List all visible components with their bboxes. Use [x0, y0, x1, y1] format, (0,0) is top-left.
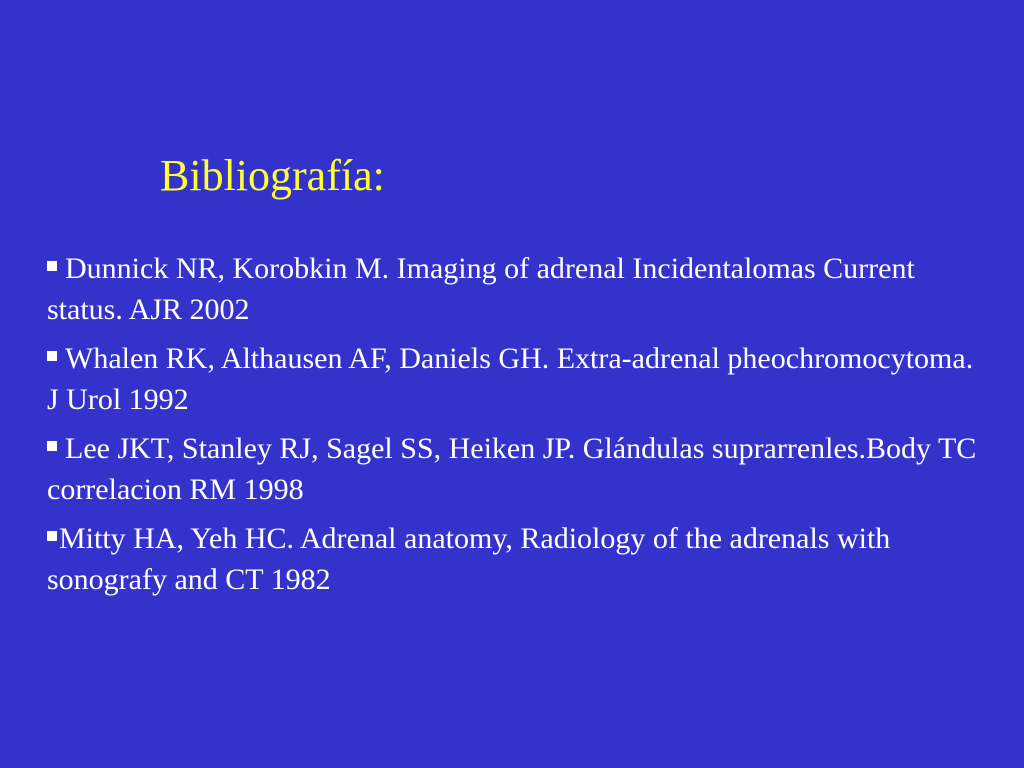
reference-text: Dunnick NR, Korobkin M. Imaging of adrenal Incidentalomas Current status. AJR 2002	[47, 252, 915, 326]
square-bullet-icon	[47, 441, 57, 451]
reference-item	[47, 518, 977, 600]
reference-list	[47, 248, 977, 608]
square-bullet-icon	[47, 261, 57, 271]
slide-title: Bibliografía:	[160, 151, 385, 200]
reference-text: Lee JKT, Stanley RJ, Sagel SS, Heiken JP. Glándulas suprarrenles.Body TC correlacion RM 1998	[47, 432, 977, 506]
reference-text: Whalen RK, Althausen AF, Daniels GH. Extra-adrenal pheochromocytoma. J Urol 1992	[47, 342, 974, 416]
square-bullet-icon	[47, 351, 57, 361]
reference-item	[47, 248, 977, 330]
reference-text: Mitty HA, Yeh HC. Adrenal anatomy, Radiology of the adrenals with sonografy and CT 1982	[47, 522, 891, 596]
square-bullet-icon	[47, 531, 57, 541]
reference-item	[47, 338, 977, 420]
reference-item	[47, 428, 977, 510]
